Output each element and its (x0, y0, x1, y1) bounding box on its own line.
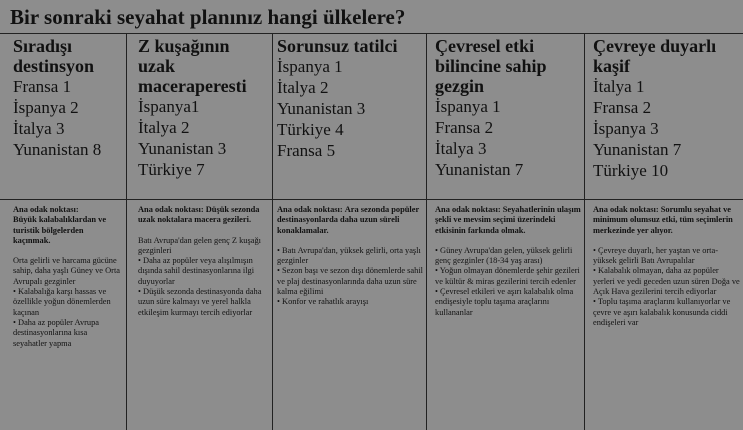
row-divider (585, 199, 743, 200)
page-title: Bir sonraki seyahat planınız hangi ülkelere? (10, 5, 406, 29)
bullet-item: • Yoğun olmayan dönemlerde şehir gezileri ve kültür & miras gezilerini tercih edenler (435, 266, 580, 286)
segment-column-unusual-destination (0, 34, 126, 430)
bullet-item: • Batı Avrupa'dan, yüksek gelirli, orta yaşlı gezginler (277, 245, 421, 266)
country-ranking-list (13, 76, 123, 160)
segment-column-eco-conscious-traveler (426, 34, 585, 430)
country-rank-item: Yunanistan 7 (435, 160, 524, 179)
segment-header: Çevreye duyarlı kaşif (593, 36, 717, 76)
segment-header: Çevresel etki bilincine sahip gezgin (435, 36, 547, 96)
country-rank-item: Yunanistan 3 (277, 99, 366, 118)
segment-column-eco-explorer (584, 34, 743, 430)
country-ranking-list (277, 56, 424, 161)
segment-bullets (277, 246, 424, 308)
country-rank-item: İspanya 1 (277, 57, 343, 76)
country-rank-item: İspanya 1 (435, 97, 501, 116)
country-ranking-list (138, 96, 270, 180)
country-rank-item: İspanya1 (138, 97, 200, 116)
focus-text: Büyük kalabalıklardan ve turistik bölgelerden kaçınmak. (13, 215, 107, 245)
country-rank-item: İspanya 2 (13, 98, 79, 117)
bullet-item: • Sezon başı ve sezon dışı dönemlerde sahil ve plaj destinasyonlarında daha uzun süre kalma eğilimi (277, 266, 423, 297)
country-rank-item: İtalya 2 (277, 78, 329, 97)
bullet-item: • Çevresel etkileri ve aşırı kalabalık olma endişesiyle toplu taşıma araçlarını kullananlar (435, 287, 574, 317)
segment-description (435, 205, 582, 318)
segment-paragraph: Orta gelirli ve harcama gücüne sahip, daha yaşlı Güney ve Orta Avrupalı gezginler (13, 256, 120, 286)
segment-header: Sorunsuz tatilci (277, 36, 398, 56)
bullet-item: • Konfor ve rahatlık arayışı (277, 297, 369, 307)
row-divider (273, 199, 427, 200)
segment-header: Z kuşağının uzak maceraperesti (138, 36, 247, 96)
focus-label: Ana odak noktası: (13, 205, 79, 214)
bullet-item: • Kalabalık olmayan, daha az popüler yerleri ve yedi geceden uzun süren Doğa ve Açık Hava gezilerini tercih ediyorlar (593, 266, 740, 297)
country-ranking-list (593, 76, 741, 181)
country-rank-item: İtalya 3 (13, 119, 65, 138)
segment-bullets (138, 236, 270, 318)
bullet-item: Batı Avrupa'dan gelen genç Z kuşağı gezginleri (138, 235, 261, 255)
segment-bullets (13, 287, 123, 349)
bullet-item: • Kalabalığa karşı hassas ve özellikle yoğun dönemlerden kaçınan (13, 287, 111, 317)
bullet-item: • Güney Avrupa'dan gelen, yüksek gelirli genç gezginler (18-34 yaş arası) (435, 245, 573, 266)
country-rank-item: Türkiye 7 (138, 160, 205, 179)
focus-label: Ana odak noktası: (435, 205, 501, 214)
focus-text: Düşük sezonda uzak noktalara macera gezileri. (138, 205, 260, 225)
focus-text: Sorumlu seyahat ve minimum olumsuz etki, tüm seçimlerin merkezinde yer alıyor. (593, 205, 733, 235)
traveler-segments-table (0, 33, 743, 430)
segment-description (593, 205, 741, 328)
country-rank-item: Türkiye 4 (277, 120, 344, 139)
country-rank-item: Yunanistan 7 (593, 140, 682, 159)
country-rank-item: İtalya 2 (138, 118, 190, 137)
segment-header: Sıradışı destinsyon (13, 36, 95, 76)
segment-description (13, 205, 123, 349)
focus-text: Ara sezonda popüler destinasyonlarda daha uzun süreli konaklamalar. (277, 205, 420, 235)
segment-bullets (593, 246, 741, 328)
row-divider (0, 199, 126, 200)
country-ranking-list (435, 96, 582, 180)
country-rank-item: Fransa 1 (13, 77, 72, 96)
focus-label: Ana odak noktası: (277, 205, 343, 214)
focus-text: Seyahatlerinin ulaşım şekli ve mevsim seçimi üzerindeki etkisinin farkında olmak. (435, 205, 581, 235)
focus-label: Ana odak noktası: (138, 205, 204, 214)
bullet-item: • Daha az popüler Avrupa destinasyonlarına kısa seyahatler yapma (13, 317, 100, 348)
segment-bullets (435, 246, 582, 318)
country-rank-item: Fransa 2 (435, 118, 494, 137)
country-rank-item: İspanya 3 (593, 119, 659, 138)
segment-description (277, 205, 424, 308)
country-rank-item: İtalya 3 (435, 139, 487, 158)
row-divider (127, 199, 273, 200)
country-rank-item: Fransa 5 (277, 141, 336, 160)
bullet-item: • Çevreye duyarlı, her yaştan ve orta-yüksek gelirli Batı Avrupalılar (593, 245, 719, 266)
country-rank-item: Fransa 2 (593, 98, 652, 117)
bullet-item: • Düşük sezonda destinasyonda daha uzun süre kalmayı ve yerel halkla etkileşim kurmayı tercih ediyorlar (138, 287, 262, 317)
country-rank-item: Türkiye 10 (593, 161, 669, 180)
country-rank-item: Yunanistan 8 (13, 140, 102, 159)
segment-column-hassle-free-vacationer (272, 34, 427, 430)
country-rank-item: Yunanistan 3 (138, 139, 227, 158)
bullet-item: • Daha az popüler veya alışılmışın dışında sahil destinasyonlarına ilgi duyuyorlar (138, 256, 255, 286)
bullet-item: • Toplu taşıma araçlarını kullanıyorlar ve çevre ve aşırı kalabalık konusunda ciddi endişeleri var (593, 297, 731, 327)
country-rank-item: İtalya 1 (593, 77, 645, 96)
segment-column-genz-adventurer (126, 34, 273, 430)
segment-description (138, 205, 270, 318)
row-divider (427, 199, 585, 200)
focus-label: Ana odak noktası: (593, 205, 659, 214)
